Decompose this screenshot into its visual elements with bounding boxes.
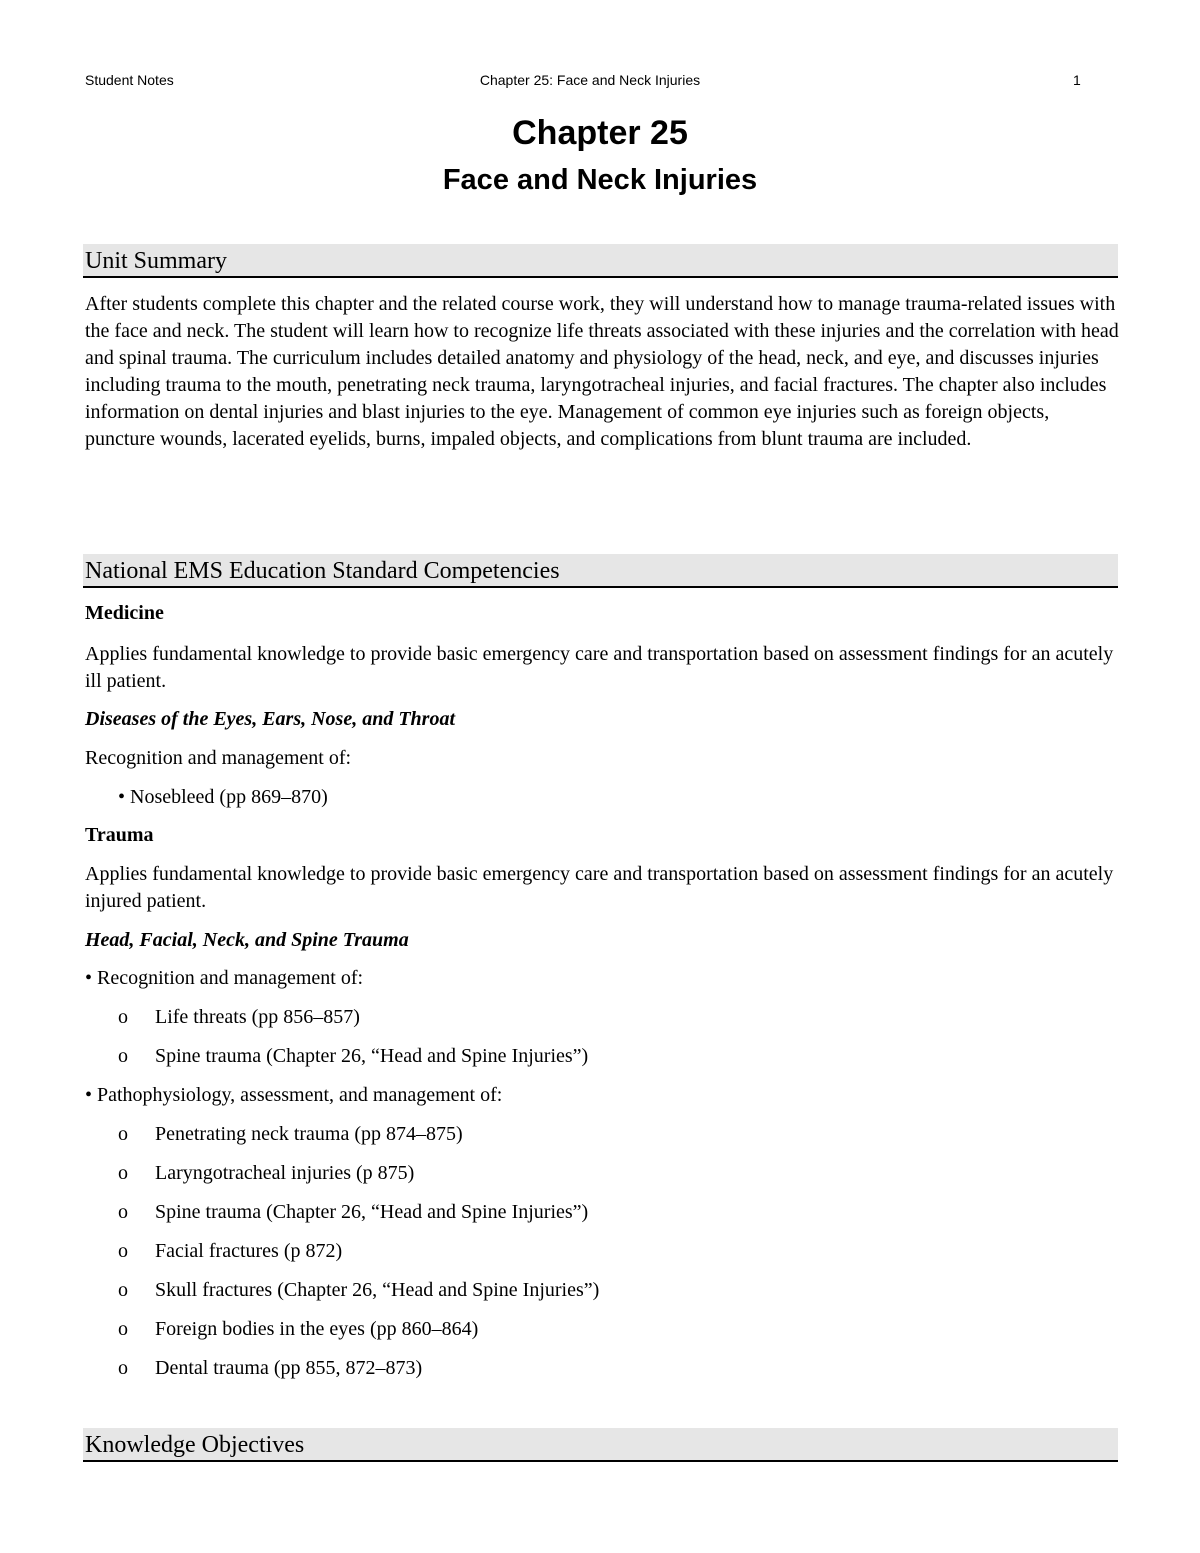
section-heading: Knowledge Objectives bbox=[85, 1432, 305, 1458]
list-item: Penetrating neck trauma (pp 874–875) bbox=[155, 1123, 463, 1145]
list-marker: o bbox=[118, 1045, 128, 1067]
header-left: Student Notes bbox=[85, 72, 174, 88]
list-item: Skull fractures (Chapter 26, “Head and Spine Injuries”) bbox=[155, 1279, 600, 1301]
list-marker: o bbox=[118, 1357, 128, 1379]
list-marker: o bbox=[118, 1162, 128, 1184]
list-marker: o bbox=[118, 1240, 128, 1262]
list-item: Spine trauma (Chapter 26, “Head and Spine Injuries”) bbox=[155, 1045, 589, 1067]
patho-label: • Pathophysiology, assessment, and management of: bbox=[85, 1084, 503, 1106]
list-marker: o bbox=[118, 1318, 128, 1340]
section-heading: Unit Summary bbox=[85, 248, 227, 274]
trauma-body: Applies fundamental knowledge to provide basic emergency care and transportation based on assessment findings for an acutely injured patient. bbox=[85, 863, 1114, 912]
page-number: 1 bbox=[1073, 72, 1081, 88]
section-heading: National EMS Education Standard Competencies bbox=[85, 558, 560, 584]
page-subtitle: Face and Neck Injuries bbox=[442, 164, 758, 196]
section-competencies bbox=[83, 554, 1118, 588]
list-item: Life threats (pp 856–857) bbox=[155, 1006, 360, 1028]
list-marker: o bbox=[118, 1279, 128, 1301]
medicine-heading: Medicine bbox=[85, 602, 164, 624]
list-item: Foreign bodies in the eyes (pp 860–864) bbox=[155, 1318, 479, 1340]
list-marker: o bbox=[118, 1006, 128, 1028]
list-marker: o bbox=[118, 1123, 128, 1145]
trauma-subheading: Head, Facial, Neck, and Spine Trauma bbox=[85, 929, 409, 951]
header-center: Chapter 25: Face and Neck Injuries bbox=[479, 72, 701, 88]
medicine-body: Applies fundamental knowledge to provide basic emergency care and transportation based on assessment findings for an acutely ill patient. bbox=[85, 643, 1114, 692]
section-unit-summary bbox=[83, 244, 1118, 278]
page-title: Chapter 25 bbox=[512, 114, 688, 152]
medicine-subheading: Diseases of the Eyes, Ears, Nose, and Throat bbox=[85, 708, 456, 730]
list-item: Dental trauma (pp 855, 872–873) bbox=[155, 1357, 423, 1379]
list-item: Spine trauma (Chapter 26, “Head and Spine Injuries”) bbox=[155, 1201, 589, 1223]
list-item: Laryngotracheal injuries (p 875) bbox=[155, 1162, 415, 1184]
medicine-intro: Recognition and management of: bbox=[85, 747, 352, 769]
list-marker: o bbox=[118, 1201, 128, 1223]
list-item: Facial fractures (p 872) bbox=[155, 1240, 343, 1262]
medicine-bullet: • Nosebleed (pp 869–870) bbox=[118, 786, 328, 808]
recognition-label: • Recognition and management of: bbox=[85, 967, 364, 989]
section-knowledge-objectives bbox=[83, 1428, 1118, 1462]
unit-summary-body: After students complete this chapter and the related course work, they will understand how to manage trauma-related issues with the face and neck. The student will learn how to recognize life threats associated with these injuries and the correlation with head and spinal trauma. The curriculum includes detailed anatomy and physiology of the head, neck, and eye, and discusses injuries including trauma to the mouth, penetrating neck trauma, laryngotracheal injuries, and facial fractures. The chapter also includes information on dental injuries and blast injuries to the eye. Management of common eye injuries such as foreign objects, puncture wounds, lacerated eyelids, burns, impaled objects, and complications from blunt trauma are included. bbox=[85, 293, 1119, 450]
trauma-heading: Trauma bbox=[85, 824, 154, 846]
